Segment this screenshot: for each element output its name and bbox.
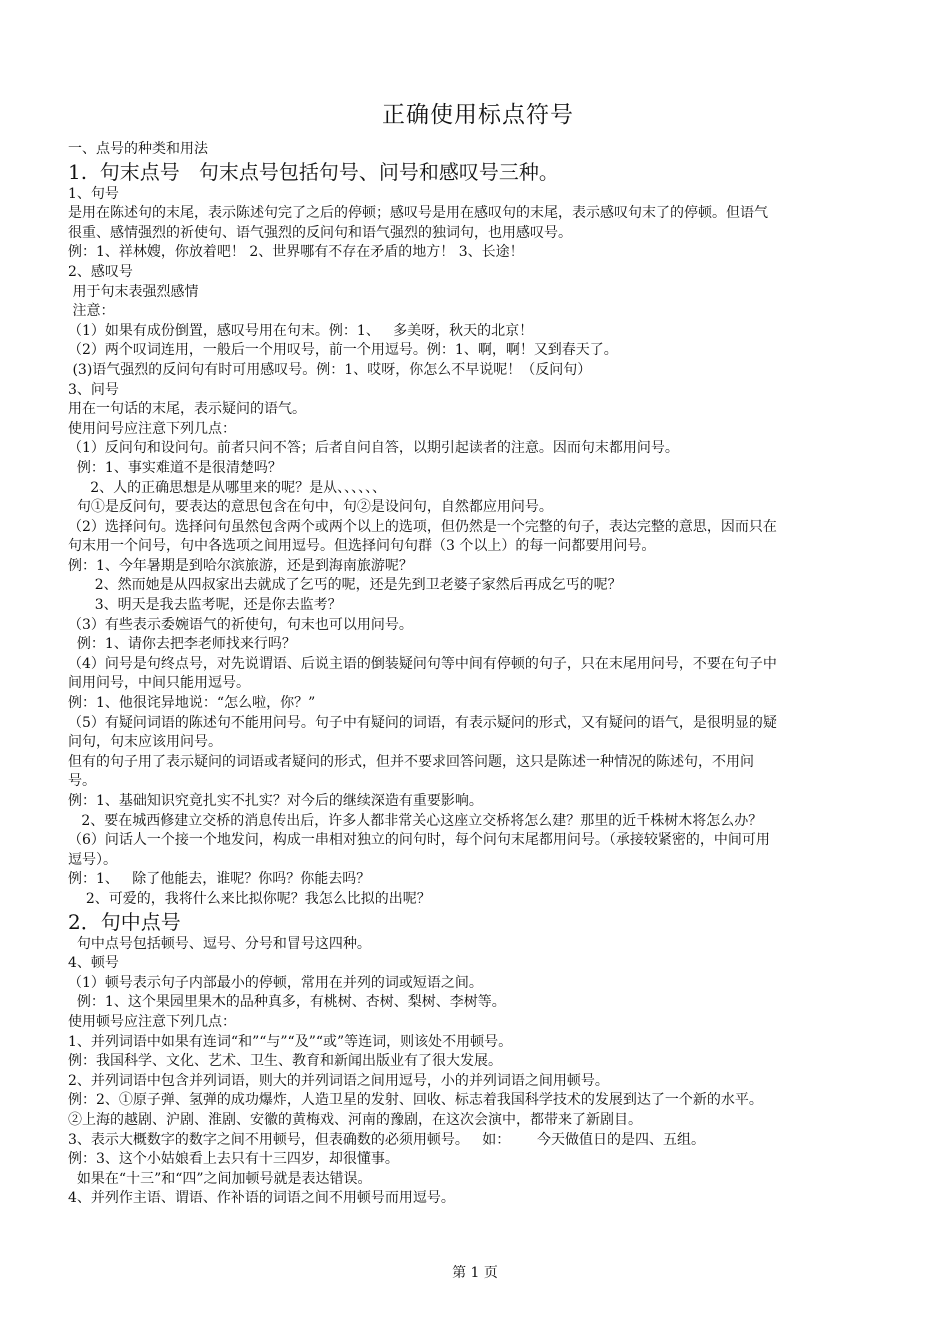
text-line: （6）问话人一个接一个地发问，构成一串相对独立的问句时，每个问句末尾都用问号。（承接较紧密的，中间可用 [68, 832, 770, 849]
text-line: 使用顿号应注意下列几点： [68, 1013, 236, 1030]
text-line: 例：1、他很诧异地说：“怎么啦，你？” [68, 695, 316, 712]
text-line: （4）问号是句终点号，对先说谓语、后说主语的倒装疑问句等中间有停顿的句子，只在末尾用问号，不要在句子中 [68, 655, 777, 672]
text-line: 2、要在城西修建立交桥的消息传出后，许多人都非常关心这座立交桥将怎么建？那里的近千株树木将怎么办？ [68, 812, 763, 829]
text-line: 例：2、①原子弹、氢弹的成功爆炸，人造卫星的发射、回收、标志着我国科学技术的发展到达了一个新的水平。 [68, 1092, 763, 1109]
text-line: 例：1、请你去把李老师找来行吗？ [68, 636, 296, 653]
text-line: 号。 [68, 773, 96, 790]
text-line: 是用在陈述句的末尾，表示陈述句完了之后的停顿；感叹号是用在感叹句的末尾，表示感叹句末了的停顿。但语气 [68, 205, 768, 222]
text-line: 例：1、基础知识究竟扎实不扎实？对今后的继续深造有重要影响。 [68, 793, 483, 809]
text-line: 3、问号 [68, 381, 119, 398]
text-line: 4、顿号 [68, 955, 119, 972]
text-line: 很重、感情强烈的祈使句、语气强烈的反问句和语气强烈的独词句，也用感叹号。 [68, 224, 572, 241]
text-line: 一、点号的种类和用法 [68, 141, 208, 157]
text-line: 如果在“十三”和“四”之间加顿号就是表达错误。 [68, 1170, 372, 1187]
text-line: 间用问号，中间只能用逗号。 [68, 675, 250, 692]
text-line: （1）如果有成份倒置，感叹号用在句末。例：1、 多美呀，秋天的北京！ [68, 322, 534, 339]
text-line: 问句，句末应该用问号。 [68, 734, 222, 751]
text-line: 句①是反问句，要表达的意思包含在句中，句②是设问句，自然都应用问号。 [68, 499, 553, 516]
text-line: 例：1、 除了他能去，谁呢？你吗？你能去吗？ [68, 871, 371, 888]
text-line: 注意： [68, 303, 115, 320]
text-line: 2、感叹号 [68, 263, 133, 280]
page-title: 正确使用标点符号 [382, 102, 574, 128]
text-line: 用在一句话的末尾，表示疑问的语气。 [68, 401, 306, 418]
text-line: 句末用一个问号，句中各选项之间用逗号。但选择问句句群（3 个以上）的每一问都要用问号。 [68, 538, 656, 555]
text-line: 例：3、这个小姑娘看上去只有十三四岁，却很懂事。 [68, 1151, 399, 1168]
text-line: 2、并列词语中包含并列词语，则大的并列词语之间用逗号，小的并列词语之间用顿号。 [68, 1072, 609, 1089]
section-heading: 2．句中点号 [68, 909, 181, 934]
text-line: 例：1、事实难道不是很清楚吗？ [68, 459, 282, 476]
text-line: （2）选择问句。选择问句虽然包含两个或两个以上的选项，但仍然是一个完整的句子，表达完整的意思，因而只在 [68, 518, 777, 535]
text-line: 例：1、今年暑期是到哈尔滨旅游，还是到海南旅游呢？ [68, 557, 413, 574]
text-line: (3)语气强烈的反问句有时可用感叹号。例：1、哎呀，你怎么不早说呢！（反问句） [68, 361, 592, 378]
text-line: （3）有些表示委婉语气的祈使句，句末也可以用问号。 [68, 616, 413, 633]
text-line: 2、然而她是从四叔家出去就成了乞丐的呢，还是先到卫老婆子家然后再成乞丐的呢？ [68, 577, 622, 594]
text-line: 3、表示大概数字的数字之间不用顿号，但表确数的必须用顿号。 如： 今天做值日的是四、五组。 [68, 1131, 705, 1148]
text-line: 例：我国科学、文化、艺术、卫生、教育和新闻出版业有了很大发展。 [68, 1053, 502, 1070]
text-line: 逗号）。 [68, 851, 117, 868]
text-line: 3、明天是我去监考呢，还是你去监考？ [68, 597, 342, 614]
text-line: 1、句号 [68, 185, 119, 202]
text-line: 2、人的正确思想是从哪里来的呢？是从、、、、、、 [68, 479, 387, 496]
text-line: 使用问号应注意下列几点： [68, 420, 236, 437]
text-line: 2、可爱的，我将什么来比拟你呢？我怎么比拟的出呢？ [68, 890, 431, 907]
text-line: 例：1、这个果园里果木的品种真多，有桃树、杏树、梨树、李树等。 [68, 994, 506, 1011]
text-line: 4、并列作主语、谓语、作补语的词语之间不用顿号而用逗号。 [68, 1190, 455, 1207]
text-line: （1）反问句和设问句。前者只问不答；后者自问自答，以期引起读者的注意。因而句末都用问号。 [68, 440, 679, 457]
text-line: （2）两个叹词连用，一般后一个用叹号，前一个用逗号。例：1、啊，啊！又到春天了。 [68, 342, 618, 359]
text-line: 1、并列词语中如果有连词“和”“与”“及”“或”等连词，则该处不用顿号。 [68, 1033, 513, 1050]
text-line: （1）顿号表示句子内部最小的停顿，常用在并列的词或短语之间。 [68, 974, 483, 991]
document-body [68, 140, 888, 1209]
text-line: ②上海的越剧、沪剧、淮剧、安徽的黄梅戏、河南的豫剧，在这次会演中，都带来了新剧目。 [68, 1111, 642, 1128]
page-number: 第 1 页 [452, 1265, 498, 1281]
text-line: 句中点号包括顿号、逗号、分号和冒号这四种。 [68, 935, 371, 952]
text-line: 例：1、祥林嫂，你放着吧！ 2、世界哪有不存在矛盾的地方！ 3、长途！ [68, 244, 524, 261]
text-line: （5）有疑问词语的陈述句不能用问号。句子中有疑问的词语，有表示疑问的形式，又有疑问的语气，是很明显的疑 [68, 714, 777, 731]
text-line: 但有的句子用了表示疑问的词语或者疑问的形式，但并不要求回答问题，这只是陈述一种情况的陈述句，不用问 [68, 753, 754, 770]
text-line: 用于句末表强烈感情 [68, 283, 199, 300]
section-heading: 1. 句末点号 句末点号包括句号、问号和感叹号三种。 [68, 159, 559, 184]
